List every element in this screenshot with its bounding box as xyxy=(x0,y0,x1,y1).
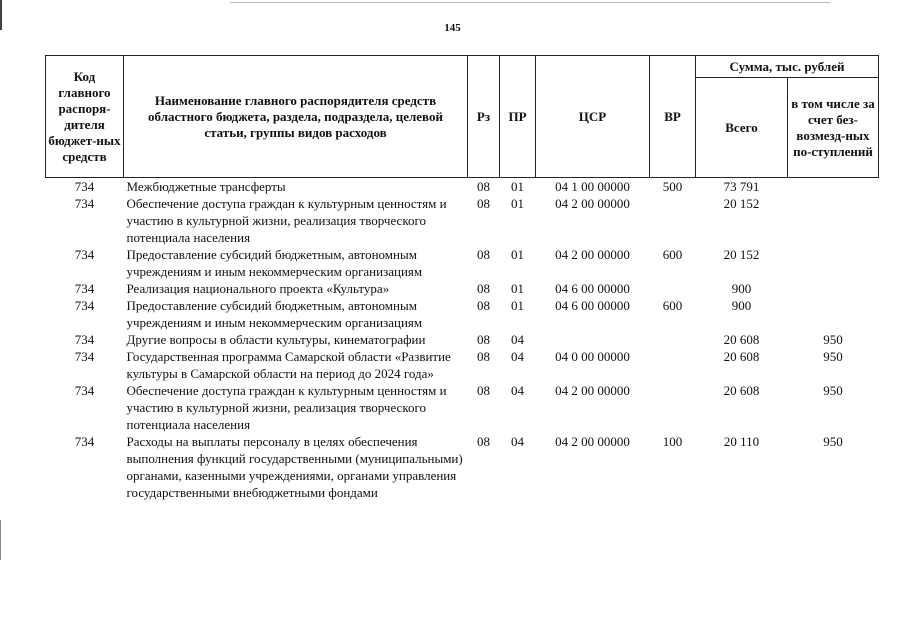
cell-pr: 01 xyxy=(511,247,524,262)
table-row xyxy=(46,297,879,331)
cell-csr: 04 2 00 00000 xyxy=(555,196,630,211)
table-row xyxy=(46,280,879,297)
cell-name: Обеспечение доступа граждан к культурным ценностям и участию в культурной жизни, реализация творческого потенциала населения xyxy=(126,383,447,432)
cell-rz: 08 xyxy=(477,383,490,398)
page-number: 145 xyxy=(444,22,461,34)
cell-total: 73 791 xyxy=(723,179,760,194)
header-csr: ЦСР xyxy=(536,56,650,178)
table-row xyxy=(46,195,879,246)
cell-rz: 08 xyxy=(477,332,490,347)
cell-rz: 08 xyxy=(477,196,490,211)
cell-incl xyxy=(788,280,879,297)
budget-table xyxy=(45,55,879,501)
cell-csr: 04 6 00 00000 xyxy=(555,298,630,313)
cell-incl xyxy=(788,178,879,196)
header-total: Всего xyxy=(696,78,788,178)
cell-vr xyxy=(650,382,696,433)
cell-incl xyxy=(788,246,879,280)
cell-vr xyxy=(650,280,696,297)
scan-artifact-line xyxy=(230,2,830,3)
header-code: Код главного распоря-дителя бюджет-ных средств xyxy=(46,56,124,178)
header-incl: в том числе за счет без-возмезд-ных по-ступлений xyxy=(788,78,879,178)
cell-vr xyxy=(650,331,696,348)
cell-code: 734 xyxy=(74,349,95,364)
cell-vr: 500 xyxy=(662,179,683,194)
cell-vr xyxy=(650,348,696,382)
cell-total: 900 xyxy=(731,298,752,313)
cell-total: 20 152 xyxy=(723,196,760,211)
scan-edge-mark xyxy=(0,520,1,560)
cell-csr: 04 1 00 00000 xyxy=(555,179,630,194)
cell-vr: 600 xyxy=(662,298,683,313)
cell-name: Предоставление субсидий бюджетным, автономным учреждениям и иным некоммерческим организациям xyxy=(126,298,423,330)
cell-pr: 04 xyxy=(511,434,524,449)
cell-incl: 950 xyxy=(823,434,843,449)
table-row xyxy=(46,433,879,501)
cell-name: Межбюджетные трансферты xyxy=(126,179,286,194)
cell-pr: 01 xyxy=(511,179,524,194)
cell-code: 734 xyxy=(74,247,95,262)
cell-incl: 950 xyxy=(823,383,843,398)
cell-code: 734 xyxy=(74,383,95,398)
cell-code: 734 xyxy=(74,434,95,449)
cell-vr: 100 xyxy=(662,434,683,449)
cell-pr: 01 xyxy=(511,196,524,211)
cell-total: 20 608 xyxy=(723,383,760,398)
header-name: Наименование главного распорядителя средств областного бюджета, раздела, подраздела, целевой статьи, группы видов расходов xyxy=(124,56,468,178)
table-row xyxy=(46,382,879,433)
cell-code: 734 xyxy=(74,298,95,313)
cell-name: Государственная программа Самарской области «Развитие культуры в Самарской области на период до 2024 года» xyxy=(126,349,451,381)
cell-total: 20 110 xyxy=(723,434,760,449)
header-vr: ВР xyxy=(650,56,696,178)
cell-code: 734 xyxy=(74,332,95,347)
header-rz: Рз xyxy=(468,56,500,178)
cell-name: Обеспечение доступа граждан к культурным ценностям и участию в культурной жизни, реализация творческого потенциала населения xyxy=(126,196,447,245)
cell-pr: 04 xyxy=(511,349,524,364)
cell-pr: 04 xyxy=(511,332,524,347)
cell-vr xyxy=(650,195,696,246)
cell-csr: 04 2 00 00000 xyxy=(555,434,630,449)
header-pr: ПР xyxy=(500,56,536,178)
header-sum: Сумма, тыс. рублей xyxy=(696,56,879,78)
cell-incl: 950 xyxy=(823,349,843,364)
cell-total: 20 608 xyxy=(723,349,760,364)
cell-rz: 08 xyxy=(477,349,490,364)
cell-name: Реализация национального проекта «Культура» xyxy=(126,281,390,296)
cell-rz: 08 xyxy=(477,298,490,313)
cell-csr: 04 2 00 00000 xyxy=(555,383,630,398)
table-row xyxy=(46,348,879,382)
cell-vr: 600 xyxy=(662,247,683,262)
cell-csr xyxy=(536,331,650,348)
cell-pr: 04 xyxy=(511,383,524,398)
cell-pr: 01 xyxy=(511,281,524,296)
cell-name: Другие вопросы в области культуры, кинематографии xyxy=(126,332,426,347)
table-row xyxy=(46,178,879,196)
cell-rz: 08 xyxy=(477,434,490,449)
cell-name: Предоставление субсидий бюджетным, автономным учреждениям и иным некоммерческим организациям xyxy=(126,247,423,279)
cell-incl xyxy=(788,195,879,246)
cell-total: 900 xyxy=(731,281,752,296)
cell-total: 20 608 xyxy=(723,332,760,347)
cell-incl: 950 xyxy=(823,332,843,347)
table-body xyxy=(46,178,879,502)
cell-total: 20 152 xyxy=(723,247,760,262)
cell-csr: 04 0 00 00000 xyxy=(555,349,630,364)
cell-rz: 08 xyxy=(477,247,490,262)
cell-incl xyxy=(788,297,879,331)
cell-rz: 08 xyxy=(477,179,490,194)
cell-csr: 04 2 00 00000 xyxy=(555,247,630,262)
cell-rz: 08 xyxy=(477,281,490,296)
cell-code: 734 xyxy=(74,281,95,296)
cell-code: 734 xyxy=(74,196,95,211)
cell-name: Расходы на выплаты персоналу в целях обеспечения выполнения функций государственными (муниципальными) органами, казенными учреждениями, органами управления государственными внебюджетными фондами xyxy=(126,434,463,500)
cell-csr: 04 6 00 00000 xyxy=(555,281,630,296)
table-row xyxy=(46,246,879,280)
cell-pr: 01 xyxy=(511,298,524,313)
table-row xyxy=(46,331,879,348)
cell-code: 734 xyxy=(74,179,95,194)
